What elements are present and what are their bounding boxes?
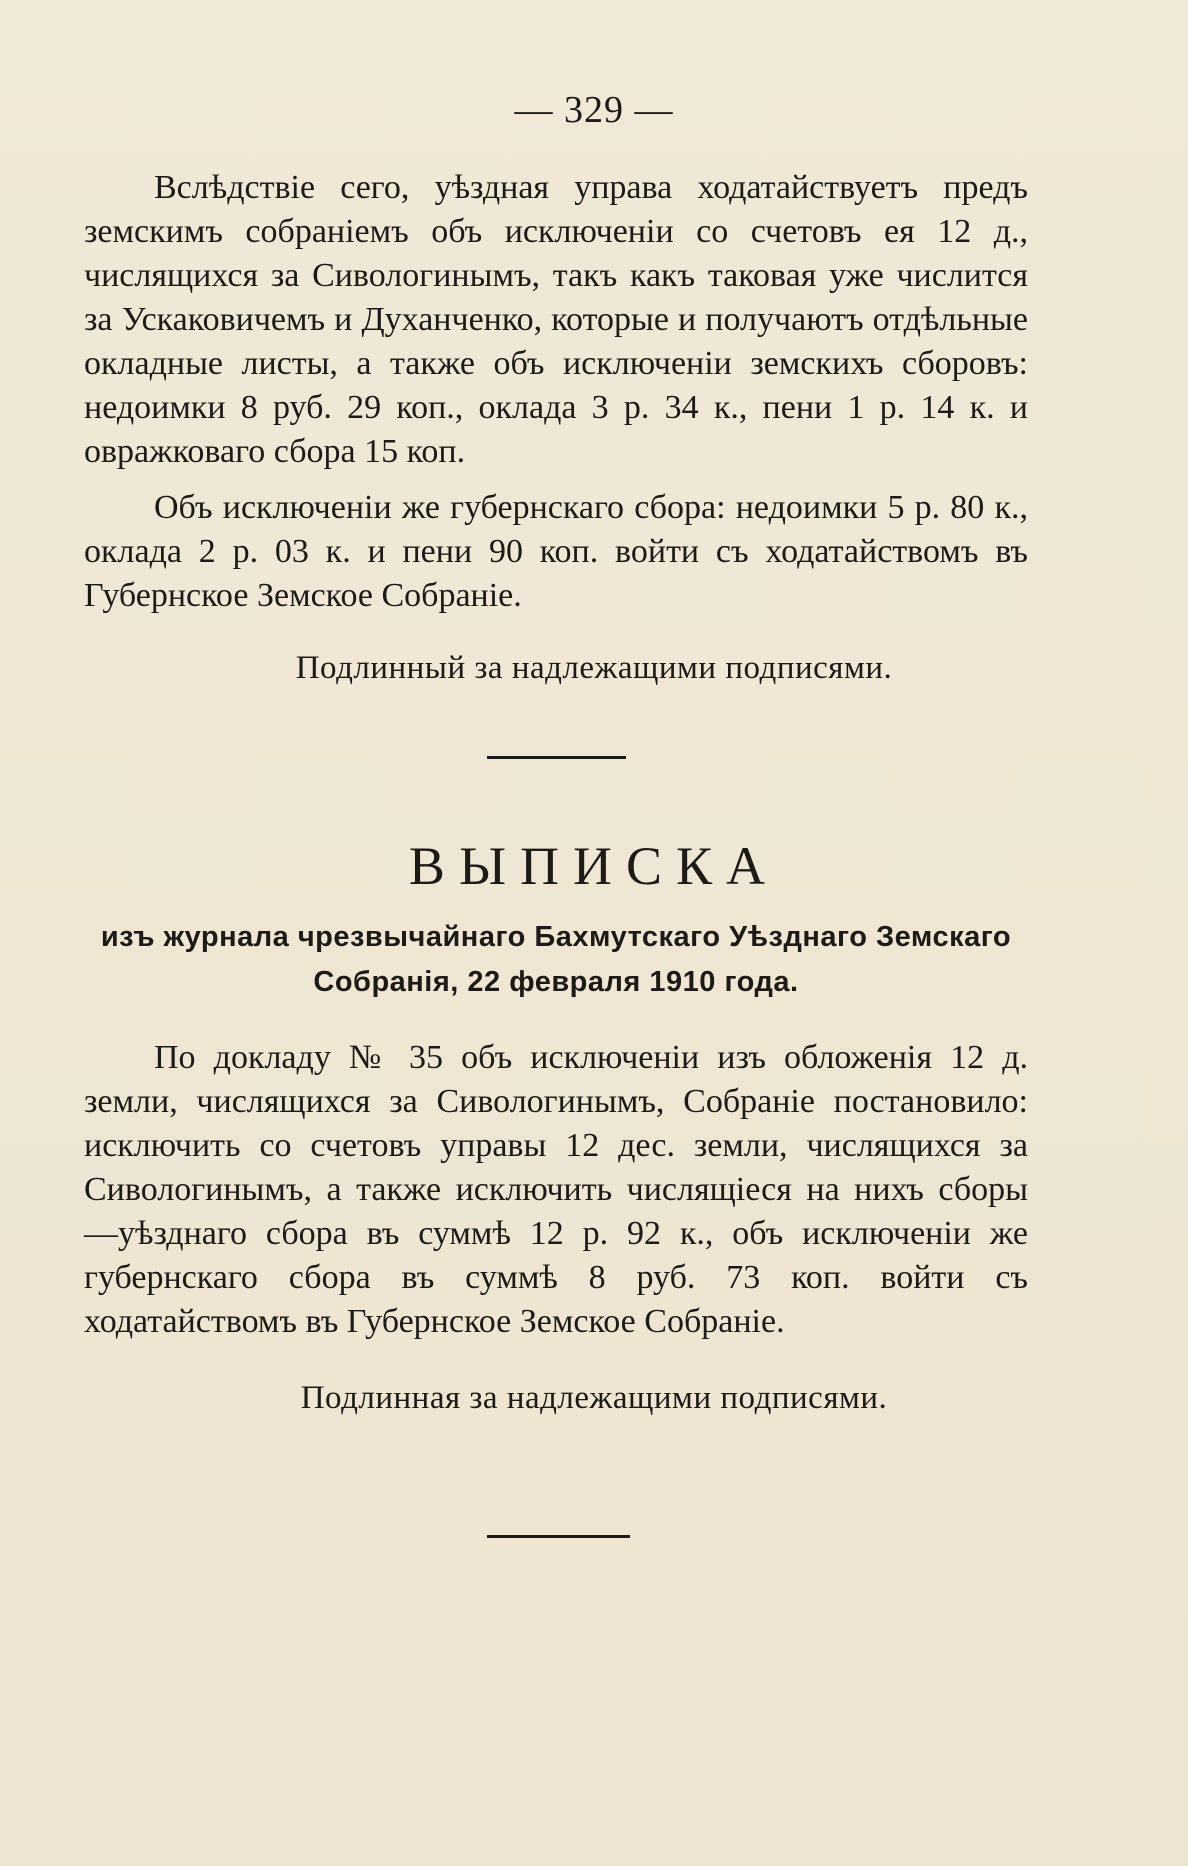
- section1-signature: Подлинный за надлежащими подписями.: [295, 650, 893, 686]
- section1-paragraph1: Вслѣдствіе сего, уѣздная управа ходатайствуетъ предъ земскимъ собраніемъ объ исключеніи со счетовъ ея 12 д., числящихся за Сивологинымъ, такъ какъ таковая уже числится за Ускаковичемъ и Духанченко, которые и получаютъ отдѣльные окладные листы, а также объ исключеніи земскихъ сборовъ: недоимки 8 руб. 29 коп., оклада 3 р. 34 к., пени 1 р. 14 к. и овражковаго сбора 15 коп.: [84, 169, 1028, 470]
- page-number: — 329 —: [514, 89, 674, 131]
- section1-paragraph2: Объ исключеніи же губернскаго сбора: недоимки 5 р. 80 к., оклада 2 р. 03 к. и пени 90 коп. войти съ ходатайствомъ въ Губернское Земское Собраніе.: [84, 489, 1028, 614]
- section2-signature: Подлинная за надлежащими подписями.: [300, 1380, 888, 1416]
- section1-paragraph2-block: [84, 486, 1028, 618]
- extract-heading: ВЫПИСКА: [408, 836, 780, 896]
- extract-subheading-line1: изъ журнала чрезвычайнаго Бахмутскаго Уѣзднаго Земскаго: [100, 921, 1012, 953]
- extract-subheading-line2: Собранія, 22 февраля 1910 года.: [313, 966, 799, 998]
- section-divider-2: [487, 1535, 630, 1538]
- section2-paragraph-block: [84, 1036, 1028, 1344]
- section2-paragraph: По докладу № 35 объ исключеніи изъ обложенія 12 д. земли, числящихся за Сивологинымъ, Собраніе постановило: исключить со счетовъ управы 12 дес. земли, числящихся за Сивологинымъ, а также исключить числящіеся на нихъ сборы —уѣзднаго сбора въ суммѣ 12 р. 92 к., объ исключеніи же губернскаго сбора въ суммѣ 8 руб. 73 коп. войти съ ходатайствомъ въ Губернское Земское Собраніе.: [84, 1039, 1028, 1340]
- section1-paragraph1-block: [84, 166, 1028, 474]
- section-divider-1: [487, 756, 626, 759]
